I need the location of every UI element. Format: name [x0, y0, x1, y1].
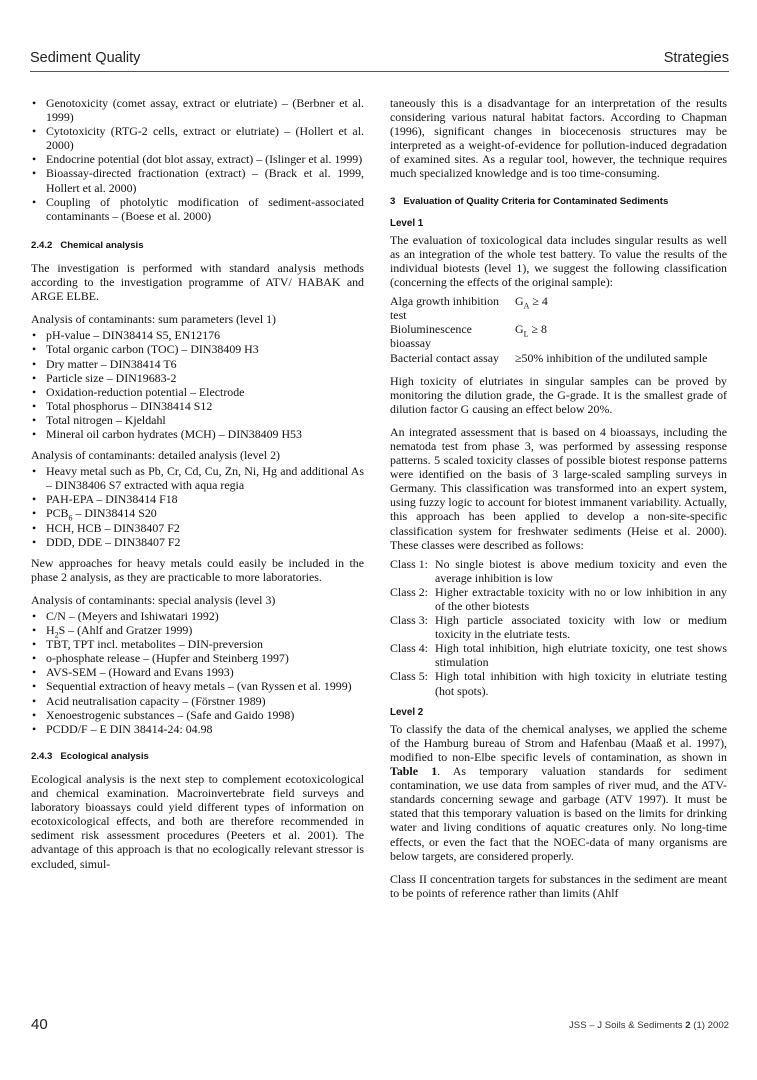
bullet-icon: •: [32, 464, 37, 479]
bullet-icon: •: [32, 520, 37, 535]
bullet-icon: •: [32, 342, 37, 357]
subheading: Analysis of contaminants: sum parameters (level 1): [31, 312, 277, 327]
bullet-icon: •: [32, 370, 37, 385]
list-item: • Endocrine potential (dot blot assay, extract) – (Islinger et al. 1999): [32, 152, 363, 167]
bullet-icon: •: [32, 426, 37, 441]
list-item: • PCDD/F – E DIN 38414-24: 04.98: [32, 721, 213, 736]
header-rule: [30, 71, 729, 72]
bullet-icon: •: [32, 721, 37, 736]
header-section-name: Strategies: [663, 50, 729, 66]
list-item: • Bioassay-directed fractionation (extract) – (Brack et al. 1999, Hollert et al. 2000): [32, 166, 364, 195]
paragraph: New approaches for heavy metals could easily be included in the phase 2 analysis, as they are practicable to more laboratories.: [31, 555, 364, 584]
class-item: Class 5: High total inhibition with high toxicity in elutriate testing (hot spots).: [390, 669, 727, 698]
bullet-icon: •: [32, 665, 37, 680]
list-item: • Particle size – DIN19683-2: [32, 370, 177, 385]
bullet-icon: •: [32, 679, 37, 694]
paragraph: Class II concentration targets for substances in the sediment are meant to be points of reference rather than limits (Ahlf: [390, 871, 727, 900]
list-item: • Xenoestrogenic substances – (Safe and Gaido 1998): [32, 707, 295, 722]
list-item: • pH-value – DIN38414 S5, EN12176: [32, 328, 221, 343]
detailed-analysis-list: [31, 464, 364, 549]
criteria-row: Alga growth inhibition test $G_A \ge 4$: [390, 294, 548, 323]
list-item: • C/N – (Meyers and Ishiwatari 1992): [32, 609, 219, 623]
bullet-icon: •: [32, 707, 37, 722]
list-item: • TBT, TPT incl. metabolites – DIN-preversion: [32, 637, 263, 652]
class-item: Class 1: No single biotest is above medium toxicity and even the average inhibition is low: [390, 556, 727, 585]
paragraph: taneously this is a disadvantage for an interpretation of the results considering various natural habitat factors. According to Chapman (1996), significant changes in biocecenosis structures may be interpreted as a weight-of-evidence for pollution-induced degradation of examined sites. As a regular tool, however, the technique requires much specialized knowledge and is too time-consuming.: [390, 96, 727, 181]
list-item: • Total organic carbon (TOC) – DIN38409 H3: [32, 342, 259, 357]
list-item: • Total nitrogen – Kjeldahl: [32, 412, 166, 427]
bullet-icon: •: [32, 534, 37, 549]
paragraph: High toxicity of elutriates in singular samples can be proved by monitoring the dilution grade, the G-grade. It is the smallest grade of dilution factor G causing an effect below 20%.: [390, 373, 727, 416]
section-heading-2-4-2: 2.4.2 Chemical analysis: [31, 239, 144, 251]
section-heading-2-4-3: 2.4.3 Ecological analysis: [31, 750, 149, 762]
level-heading: Level 1: [390, 217, 424, 229]
list-item: • Total phosphorus – DIN38414 S12: [32, 398, 213, 413]
list-item: • $PCB_6 - DIN38414$ S20: [32, 506, 157, 523]
bullet-icon: •: [32, 412, 37, 427]
bullet-icon: •: [32, 152, 37, 167]
sum-parameters-list: [31, 328, 364, 441]
subheading: Analysis of contaminants: detailed analysis (level 2): [31, 448, 280, 463]
list-item: • Acid neutralisation capacity – (Förstner 1989): [32, 693, 266, 708]
criteria-row: Bioluminescence bioassay $G_L \ge 8$: [390, 322, 547, 351]
bullet-icon: •: [32, 356, 37, 371]
list-item: • HCH, HCB – DIN38407 F2: [32, 520, 180, 535]
list-item: • Oxidation-reduction potential – Electrode: [32, 384, 245, 399]
list-item: • o-phosphate release – (Hupfer and Steinberg 1997): [32, 651, 289, 666]
toxicity-classes: [390, 557, 727, 698]
classification-criteria: [390, 294, 727, 364]
bullet-icon: •: [32, 693, 37, 708]
level-heading: Level 2: [390, 706, 424, 718]
paragraph: The investigation is performed with standard analysis methods according to the investigation programme of ATV/ HABAK and ARGE ELBE.: [31, 260, 364, 304]
list-item: • Dry matter – DIN38414 T6: [32, 356, 177, 371]
page-number: 40: [31, 1016, 48, 1033]
bullet-icon: •: [32, 492, 37, 507]
list-item: • Heavy metal such as Pb, Cr, Cd, Cu, Zn, Ni, Hg and additional As – DIN38406 S7 extracted with aqua regia: [32, 464, 364, 493]
bullet-icon: •: [32, 194, 37, 209]
bioassay-list: [31, 96, 364, 223]
journal-citation: JSS – J Soils & Sediments 2 (1) 2002: [569, 1020, 729, 1031]
header-section-title: Sediment Quality: [30, 50, 141, 66]
bullet-icon: •: [32, 398, 37, 413]
left-column: [31, 96, 364, 880]
bullet-icon: •: [32, 166, 37, 181]
list-item: • Coupling of photolytic modification of sediment-associated contaminants – (Boese et al. 2000): [32, 194, 364, 223]
list-item: • AVS-SEM – (Howard and Evans 1993): [32, 665, 234, 680]
bullet-icon: •: [32, 651, 37, 666]
list-item: • Mineral oil carbon hydrates (MCH) – DIN38409 H53: [32, 426, 302, 441]
list-item: • Cytotoxicity (RTG-2 cells, extract or elutriate) – (Hollert et al. 2000): [32, 124, 364, 153]
bullet-icon: •: [32, 609, 37, 623]
special-analysis-list: [31, 609, 364, 736]
running-header: [0, 0, 757, 78]
list-item: • DDD, DDE – DIN38407 F2: [32, 534, 181, 549]
paragraph: To classify the data of the chemical analyses, we applied the scheme of the Hamburg bureau of Strom and Hafenbau (Maaß et al. 1997), modified to non-Elbe specific levels of contamination, as shown in Table 1. As temporary valuation standards for sediment contamination, we use data from samples of river mud, and the ATV-standards concerning sewage and garbage (ATV 1997). It must be stated that this temporary valuation is based on the limits for drinking water and living conditions of aquatic creatures only. No long-time effects, or even the fact that the NOEC-data of many organisms are below targets, are considered properly.: [390, 721, 727, 863]
bullet-icon: •: [32, 506, 37, 521]
section-heading-3: 3 Evaluation of Quality Criteria for Contaminated Sediments: [390, 195, 669, 207]
bullet-icon: •: [32, 623, 37, 638]
right-column: [390, 96, 727, 909]
class-item: Class 2: Higher extractable toxicity with no or low inhibition in any of the other biotests: [390, 584, 727, 613]
list-item: • Sequential extraction of heavy metals – (van Ryssen et al. 1999): [32, 679, 352, 694]
table-reference[interactable]: Table 1: [390, 764, 438, 779]
list-item: • Genotoxicity (comet assay, extract or elutriate) – (Berbner et al. 1999): [32, 96, 364, 125]
criteria-row: Bacterial contact assay ≥50% inhibition of the undiluted sample: [390, 350, 708, 365]
bullet-icon: •: [32, 124, 37, 139]
subheading: Analysis of contaminants: special analysis (level 3): [31, 592, 276, 607]
bullet-icon: •: [32, 328, 37, 343]
paragraph: The evaluation of toxicological data includes singular results as well as an integration of the whole test battery. To value the results of the individual biotests (level 1), we suggest the following classification (concerning the effects of the original sample):: [390, 232, 727, 290]
class-item: Class 3: High particle associated toxicity with low or medium toxicity in the elutriate tests.: [390, 613, 727, 642]
bullet-icon: •: [32, 637, 37, 652]
bullet-icon: •: [32, 384, 37, 399]
list-item: • PAH-EPA – DIN38414 F18: [32, 492, 178, 507]
paragraph: An integrated assessment that is based on 4 bioassays, including the nematoda test from phase 3, was performed by assessing response patterns. 5 scaled toxicity classes of possible biotest response patterns were identified on the basis of 3 large-scaled sampling surveys in Germany. This classification was transformed into an expert system, using fuzzy logic to account for biotest immanent variability. Actually, this approach has been applied to develop a non-site-specific classification system for freshwater sediments (Heise et al. 2000). These classes were described as follows:: [390, 424, 727, 552]
bullet-icon: •: [32, 96, 37, 110]
paragraph: Ecological analysis is the next step to complement ecotoxicological and chemical examination. Macroinvertebrate field surveys and laboratory bioassays could yield different types of information on ecotoxicological effects, and both are therefore recommended in sediment risk assessment procedures (Peeters et al. 2001). The advantage of this approach is that no ecologically relevant stressor is excluded, simul-: [31, 771, 364, 871]
list-item: • $H_2S$ – (Ahlf and Gratzer 1999): [32, 623, 193, 640]
class-item: Class 4: High total inhibition, high elutriate toxicity, one test shows stimulation: [390, 641, 727, 670]
